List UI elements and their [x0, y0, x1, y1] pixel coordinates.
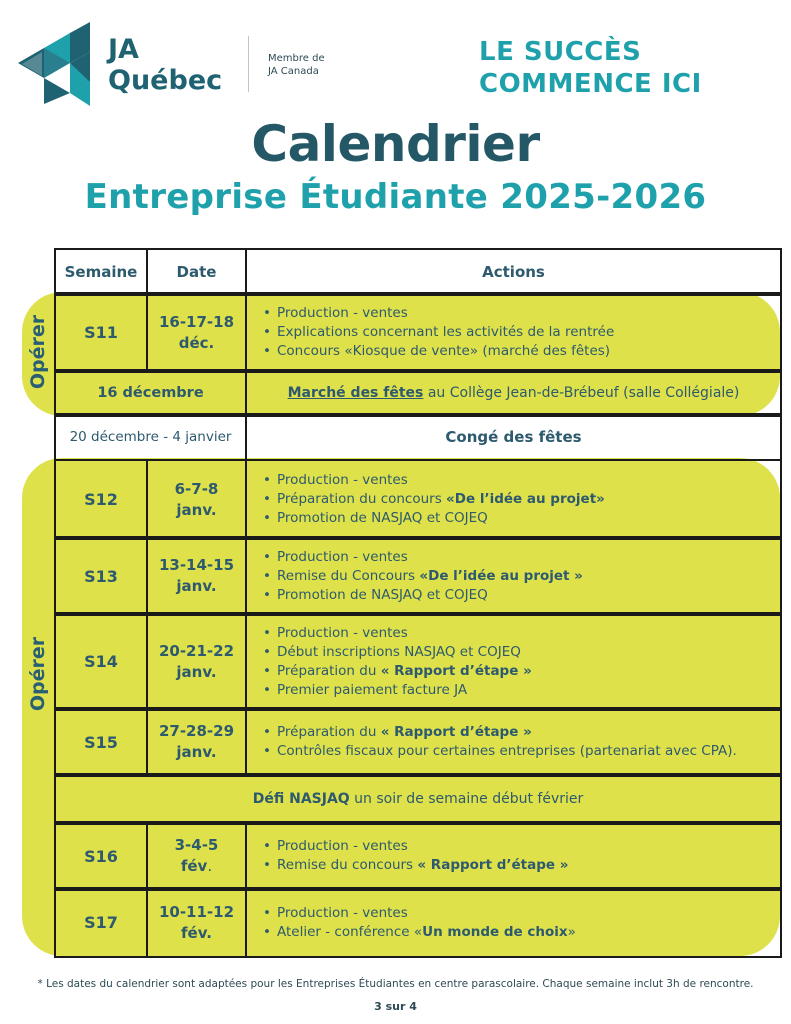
- item-text: Remise du concours: [277, 857, 418, 873]
- actions-s11: [245, 292, 782, 373]
- table-row-s14: [54, 612, 780, 709]
- table-row-s11: [54, 292, 780, 371]
- page-title: Calendrier: [251, 115, 540, 173]
- actions-marche: [245, 369, 782, 417]
- member-text: [268, 52, 325, 78]
- week-s14: S14: [54, 612, 148, 711]
- list-item: • Production - ventes: [261, 548, 583, 567]
- date-s16: [146, 821, 247, 891]
- table-row-s17: [54, 887, 780, 956]
- date-s15: [146, 707, 247, 777]
- date-s17: [146, 887, 247, 958]
- page-number: 3 sur 4: [374, 1000, 417, 1013]
- slogan-line-2: COMMENCE ICI: [479, 69, 702, 99]
- actions-s14: [245, 612, 782, 711]
- date-s15-line2: janv.: [176, 743, 217, 761]
- date-s13-line1: 13-14-15: [158, 556, 235, 574]
- date-s16-line1: 3-4-5: [174, 836, 219, 854]
- table-row-defi: [54, 773, 780, 823]
- date-s12-line2: janv.: [176, 500, 217, 519]
- footnote: * Les dates du calendrier sont adaptées pour les Entreprises Étudiantes en centre parascolaire. Chaque semaine inclut 3h de rencontre.: [37, 978, 754, 990]
- item-text: Préparation du: [277, 662, 381, 679]
- list-item: • Production - ventes: [261, 471, 605, 490]
- item-bold: Un monde de choix: [422, 923, 568, 940]
- item-text: Atelier - conférence «: [277, 923, 423, 940]
- list-item: • Production - ventes: [261, 904, 576, 923]
- table-row-s13: [54, 536, 780, 614]
- date-s12-line1: 6-7-8: [174, 479, 219, 498]
- date-s16-dot: .: [207, 857, 213, 875]
- item-bold: «De l’idée au projet»: [446, 491, 605, 507]
- date-conge: 20 décembre - 4 janvier: [54, 413, 247, 461]
- list-item: • Promotion de NASJAQ et COJEQ: [261, 509, 605, 528]
- date-s14-line1: 20-21-22: [158, 641, 235, 660]
- label-conge: Congé des fêtes: [245, 413, 782, 461]
- list-item: [261, 923, 576, 942]
- list-item: • Production - ventes: [261, 624, 532, 643]
- date-s16-month: fév: [180, 857, 208, 875]
- week-s12: S12: [54, 459, 148, 540]
- actions-s13: [245, 536, 782, 616]
- list-item: • Contrôles fiscaux pour certaines entreprises (partenariat avec CPA).: [261, 742, 737, 761]
- date-s11: [146, 292, 247, 373]
- defi-nasjaq: [54, 773, 782, 825]
- header-divider: [248, 36, 249, 92]
- list-item: • Début inscriptions NASJAQ et COJEQ: [261, 643, 532, 662]
- date-s16-line2: [175, 856, 219, 877]
- table-row-s15: [54, 707, 780, 775]
- actions-s16: [245, 821, 782, 891]
- list-item: • Promotion de NASJAQ et COJEQ: [261, 586, 583, 605]
- date-s11-line2: déc.: [178, 333, 215, 352]
- band-label-top: Opérer: [27, 314, 49, 390]
- date-s12: [146, 459, 247, 540]
- member-line-2: JA Canada: [268, 66, 319, 77]
- header-date: Date: [146, 248, 247, 296]
- date-s14-line2: janv.: [176, 662, 217, 681]
- marche-location: au Collège Jean-de-Brébeuf (salle Collégiale): [423, 385, 740, 401]
- list-item: • Concours «Kiosque de vente» (marché des fêtes): [261, 342, 614, 361]
- brand-line-2: Québec: [108, 65, 223, 96]
- item-bold: « Rapport d’étape »: [380, 662, 532, 679]
- list-item: • Production - ventes: [261, 304, 614, 323]
- list-item: [261, 490, 605, 509]
- date-s17-line2: fév.: [181, 923, 212, 942]
- actions-s12: [245, 459, 782, 540]
- table-header-row: [54, 248, 780, 294]
- week-s16: S16: [54, 821, 148, 891]
- list-item: • Explications concernant les activités de la rentrée: [261, 323, 614, 342]
- list-item: [261, 856, 568, 875]
- date-s14: [146, 612, 247, 711]
- item-text-end: »: [567, 923, 576, 940]
- date-s13-line2: janv.: [176, 577, 217, 595]
- slogan-line-1: LE SUCCÈS: [479, 37, 642, 67]
- date-s15-line1: 27-28-29: [158, 722, 235, 740]
- actions-s15: [245, 707, 782, 777]
- date-s11-line1: 16-17-18: [158, 312, 235, 331]
- marche-des-fetes-link[interactable]: Marché des fêtes: [287, 385, 424, 401]
- member-line-1: Membre de: [268, 53, 325, 64]
- item-text: Préparation du concours: [277, 491, 447, 507]
- item-bold: «De l’idée au projet »: [419, 567, 583, 584]
- header-actions: Actions: [245, 248, 782, 296]
- week-s17: S17: [54, 887, 148, 958]
- table-row-conge: [54, 413, 780, 459]
- page-subtitle: Entreprise Étudiante 2025-2026: [84, 177, 707, 217]
- item-text: Préparation du: [277, 724, 381, 740]
- brand-line-1: JA: [108, 34, 139, 65]
- actions-s17: [245, 887, 782, 958]
- table-row-marche: [54, 369, 780, 415]
- week-s15: S15: [54, 707, 148, 777]
- item-bold: « Rapport d’étape »: [417, 857, 569, 873]
- table-row-s16: [54, 821, 780, 889]
- list-item: [261, 567, 583, 586]
- band-label-main: Opérer: [27, 636, 49, 712]
- week-s13: S13: [54, 536, 148, 616]
- defi-bold: Défi NASJAQ: [252, 791, 350, 807]
- date-s13: [146, 536, 247, 616]
- date-s17-line1: 10-11-12: [158, 902, 235, 921]
- item-bold: « Rapport d’étape »: [380, 724, 532, 740]
- defi-text: un soir de semaine début février: [349, 791, 584, 807]
- list-item: • Production - ventes: [261, 837, 568, 856]
- table-row-s12: [54, 459, 780, 538]
- item-text: Remise du Concours: [277, 567, 420, 584]
- list-item: • Premier paiement facture JA: [261, 681, 532, 700]
- date-marche: 16 décembre: [54, 369, 247, 417]
- ja-logo-icon: [18, 18, 96, 108]
- list-item: [261, 723, 737, 742]
- week-s11: S11: [54, 292, 148, 373]
- brand-name: [108, 34, 222, 96]
- header-week: Semaine: [54, 248, 148, 296]
- slogan: [479, 36, 759, 100]
- list-item: [261, 662, 532, 681]
